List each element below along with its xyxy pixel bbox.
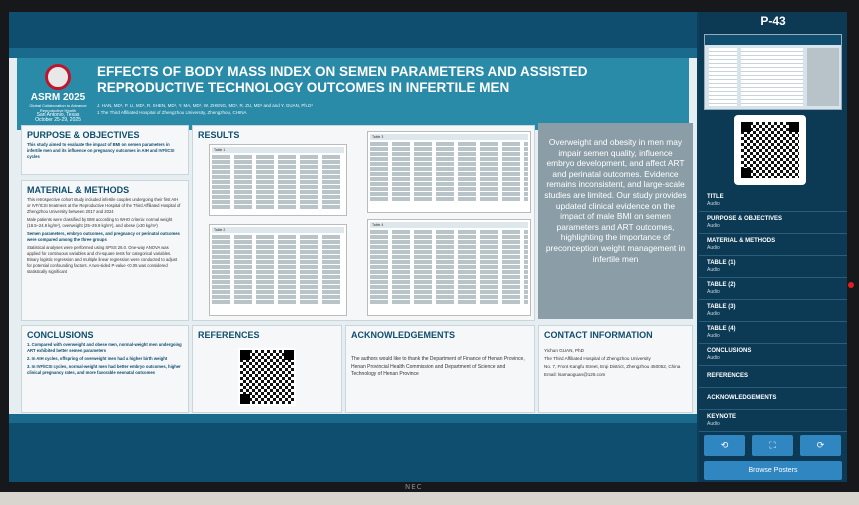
previous-icon[interactable]: ⟲: [704, 435, 745, 456]
fullscreen-icon[interactable]: ⛶: [752, 435, 793, 456]
references-heading: REFERENCES: [198, 330, 260, 340]
menu-item-table-4[interactable]: TABLE (4) Audio: [699, 322, 847, 344]
menu-item-table-3[interactable]: TABLE (3) Audio: [699, 300, 847, 322]
acknowledgements-box: ACKNOWLEDGEMENTS The authors would like to thank the Department of Finance of Henan Province, Henan Provincial Health Commission and Department of Science and Technology of Henan Province: [345, 325, 535, 413]
asrm-logo: ASRM 2025 Global Collaboration to Advance Reproductive Health San Antonio, Texas October 25-29, 2025: [29, 64, 87, 124]
key-message-box: Overweight and obesity in men may impair semen quality, influence embryo development, and affect ART and perinatal outcomes. Evidence remains inconsistent, and large-scale studies are limited. Our study provides updated clinical evidence on the impact of male BMI on semen parameters and ART outcomes, highlighting the importance of preconception weight management in infertile men: [538, 123, 693, 319]
results-heading: RESULTS: [198, 130, 240, 140]
monitor-brand: NEC: [405, 483, 423, 491]
methods-box: MATERIAL & METHODS This retrospective cohort study included infertile couples undergoing their first AIH or IVF/ICSI treatment at the Reproductive Hospital of the Third Affiliated Hospital of Zhengzhou University between 2017 and 2024 Male patients were classified by BMI according to WHO criteria: normal weight (18.5–24.9 kg/m²), overweight (25–29.9 kg/m²), and obese (≥30 kg/m²) Semen parameters, embryo outcomes, and pregnancy or perinatal outcomes were compared among the three groups Statistical analyses were performed using SPSS 26.0. One-way ANOVA was applied for continuous variables and chi-square tests for categorical variables. Binary logistic regression and multiple linear regression were conducted to adjust for potential confounding factors. A two-sided P-value <0.05 was considered statistically significant: [21, 180, 189, 321]
browse-posters-button[interactable]: Browse Posters: [704, 461, 842, 480]
section-menu: [699, 190, 847, 432]
contact-box: CONTACT INFORMATION Yichun GUAN, PhD The Third Affiliated Hospital of Zhengzhou University No. 7, Front Kangfu Street, Erqi District, Zhengzhou 450052, China Email: lsamaoguan@126.com: [538, 325, 693, 413]
menu-item-methods[interactable]: MATERIAL & METHODS Audio: [699, 234, 847, 256]
methods-heading: MATERIAL & METHODS: [27, 185, 130, 195]
poster-bottom-stripe: [9, 414, 697, 423]
poster-number: P-43: [760, 14, 786, 28]
references-box: [192, 325, 342, 413]
kiosk-sidebar: [699, 12, 847, 482]
poster-qr-code[interactable]: [734, 115, 806, 185]
next-icon[interactable]: ⟳: [800, 435, 841, 456]
references-qr-code[interactable]: [238, 348, 296, 406]
conclusions-heading: CONCLUSIONS: [27, 330, 94, 340]
poster-bottom-band: [9, 423, 697, 482]
poster-title: EFFECTS OF BODY MASS INDEX ON SEMEN PARAMETERS AND ASSISTED REPRODUCTIVE TECHNOLOGY OUTCOMES IN INFERTILE MEN: [97, 64, 588, 95]
poster-top-stripe: [9, 48, 697, 58]
table-3: Table 3: [367, 131, 531, 213]
poster-header: [17, 58, 689, 130]
poster-authors: J. HAN, MD¹, P. LI, MD¹, R. SHEN, MD¹, Y. MA, MD¹, W. ZHENG, MD¹, R. ZU, MD¹ and and Y. GUAN, Ph.D¹ 1 The Third Affiliated Hospital of Zhengzhou University, Zhengzhou, CHINA: [97, 103, 313, 115]
menu-item-keynote[interactable]: KEYNOTE Audio: [699, 410, 847, 432]
asrm-logo-icon: [45, 64, 71, 90]
menu-item-table-1[interactable]: TABLE (1) Audio: [699, 256, 847, 278]
table-1: Table 1: [209, 144, 347, 216]
purpose-text: This study aimed to evaluate the impact of BMI on semen parameters in infertile men and its influence on pregnancy outcomes in AIH and IVF/ICSI cycles: [27, 142, 175, 159]
poster-thumbnail[interactable]: [704, 34, 842, 110]
menu-item-title[interactable]: TITLE Audio: [699, 190, 847, 212]
purpose-heading: PURPOSE & OBJECTIVES: [27, 130, 140, 140]
menu-item-conclusions[interactable]: CONCLUSIONS Audio: [699, 344, 847, 366]
floor: [0, 492, 859, 505]
kiosk-screen: [9, 12, 847, 482]
table-2: Table 2: [209, 224, 347, 316]
poster-top-band: [9, 12, 697, 48]
purpose-box: [21, 125, 189, 175]
power-led: [848, 282, 854, 288]
conclusions-box: CONCLUSIONS 1. Compared with overweight and obese men, normal-weight men undergoing ART exhibited better semen parameters 2. In AIH cycles, offspring of overweight men had a higher birth weight 3. In IVF/ICSI cycles, normal-weight men had better embryo outcomes, higher clinical pregnancy rates, and more favorable neonatal outcomes: [21, 325, 189, 413]
table-4: Table 4: [367, 219, 531, 316]
contact-heading: CONTACT INFORMATION: [544, 330, 653, 340]
acknowledgements-heading: ACKNOWLEDGEMENTS: [351, 330, 455, 340]
menu-item-purpose[interactable]: PURPOSE & OBJECTIVES Audio: [699, 212, 847, 234]
menu-item-acknowledgements[interactable]: ACKNOWLEDGEMENTS: [699, 388, 847, 410]
playback-controls: [704, 435, 842, 457]
qr-code-icon: [739, 120, 801, 180]
menu-item-references[interactable]: REFERENCES: [699, 366, 847, 388]
poster: [9, 12, 697, 482]
menu-item-table-2[interactable]: TABLE (2) Audio: [699, 278, 847, 300]
